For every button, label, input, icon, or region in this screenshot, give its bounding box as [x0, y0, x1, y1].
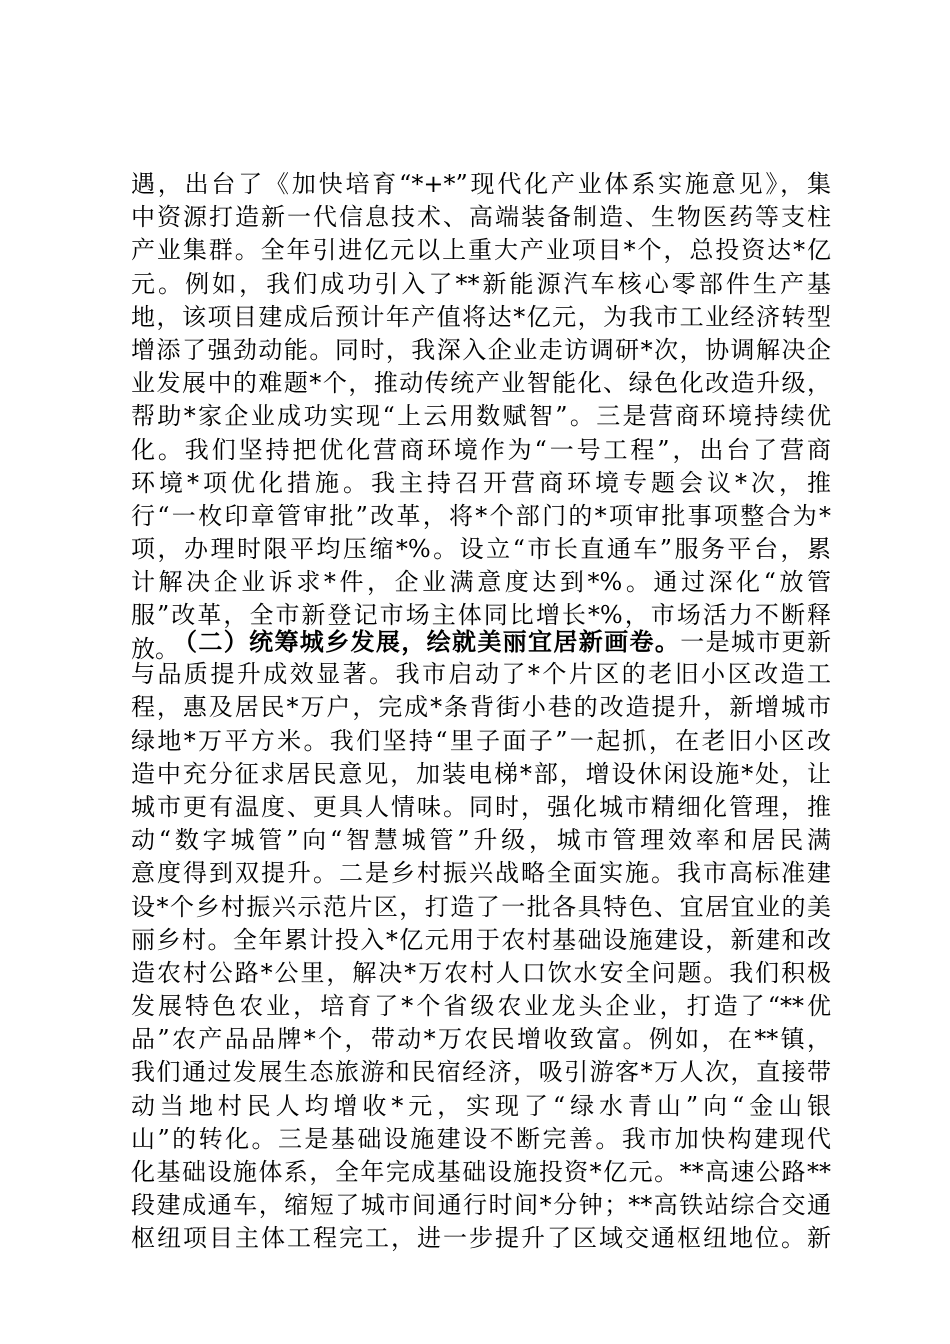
text-line: 地，该项目建成后预计年产值将达*亿元，为我市工业经济转型 — [131, 302, 831, 331]
text-line: 项，办理时限平均压缩*%。设立“市长直通车”服务平台，累 — [131, 535, 831, 564]
text-line: 品”农产品品牌*个，带动*万农民增收致富。例如，在**镇， — [131, 1025, 831, 1054]
text-line: 山”的转化。三是基础设施建设不断完善。我市加快构建现代 — [131, 1124, 831, 1153]
text-line: 我们通过发展生态旅游和民宿经济，吸引游客*万人次，直接带 — [131, 1058, 831, 1087]
text-line: 城市更有温度、更具人情味。同时，强化城市精细化管理，推 — [131, 792, 831, 821]
paragraph-2 — [131, 625, 831, 1256]
paragraph-1 — [131, 168, 831, 666]
text-line: 产业集群。全年引进亿元以上重大产业项目*个，总投资达*亿 — [131, 236, 831, 265]
text-line: 设*个乡村振兴示范片区，打造了一批各具特色、宜居宜业的美 — [131, 892, 831, 921]
text-line: 与品质提升成效显著。我市启动了*个片区的老旧小区改造工 — [131, 660, 831, 689]
text-line: 遇，出台了《加快培育“*+*”现代化产业体系实施意见》，集 — [131, 170, 831, 198]
text-line: 行“一枚印章管审批”改革，将*个部门的*项审批事项整合为* — [131, 501, 831, 530]
text-line: 化基础设施体系，全年完成基础设施投资*亿元。**高速公路** — [131, 1158, 831, 1186]
section-heading: （二）统筹城乡发展，绘就美丽宜居新画卷。 — [173, 627, 681, 656]
text-line: 程，惠及居民*万户，完成*条背街小巷的改造提升，新增城市 — [131, 693, 831, 722]
text-line: 服”改革，全市新登记市场主体同比增长*%，市场活力不断释 — [131, 601, 831, 630]
text-line: 动当地村民人均增收*元，实现了“绿水青山”向“金山银 — [131, 1091, 831, 1120]
text-line: 化。我们坚持把优化营商环境作为“一号工程”，出台了营商 — [131, 435, 831, 464]
text-line: 元。例如，我们成功引入了**新能源汽车核心零部件生产基 — [131, 269, 831, 298]
text-line: 增添了强劲动能。同时，我深入企业走访调研*次，协调解决企 — [131, 335, 831, 364]
text-line: 计解决企业诉求*件，企业满意度达到*%。通过深化“放管 — [131, 568, 831, 597]
text-line: 放。 — [131, 634, 179, 663]
text-line: 发展特色农业，培育了*个省级农业龙头企业，打造了“**优 — [131, 992, 831, 1021]
text-line: 造农村公路*公里，解决*万农村人口饮水安全问题。我们积极 — [131, 958, 831, 987]
section-heading-line — [131, 625, 831, 658]
text-line: 意度得到双提升。二是乡村振兴战略全面实施。我市高标准建 — [131, 859, 831, 888]
text-line: 帮助*家企业成功实现“上云用数赋智”。三是营商环境持续优 — [131, 402, 831, 431]
text-line: 丽乡村。全年累计投入*亿元用于农村基础设施建设，新建和改 — [131, 925, 831, 954]
text-line: 环境*项优化措施。我主持召开营商环境专题会议*次，推 — [131, 468, 831, 497]
text-line: 段建成通车，缩短了城市间通行时间*分钟；**高铁站综合交通 — [131, 1191, 831, 1220]
text-line: 绿地*万平方米。我们坚持“里子面子”一起抓，在老旧小区改 — [131, 726, 831, 755]
text-fragment: 一是城市更新 — [680, 628, 832, 656]
text-line: 中资源打造新一代信息技术、高端装备制造、生物医药等支柱 — [131, 203, 831, 232]
text-line: 业发展中的难题*个，推动传统产业智能化、绿色化改造升级， — [131, 369, 831, 398]
text-line: 造中充分征求居民意见，加装电梯*部，增设休闲设施*处，让 — [131, 759, 831, 788]
text-line: 枢纽项目主体工程完工，进一步提升了区域交通枢纽地位。新 — [131, 1224, 831, 1253]
text-line: 动“数字城管”向“智慧城管”升级，城市管理效率和居民满 — [131, 826, 831, 855]
